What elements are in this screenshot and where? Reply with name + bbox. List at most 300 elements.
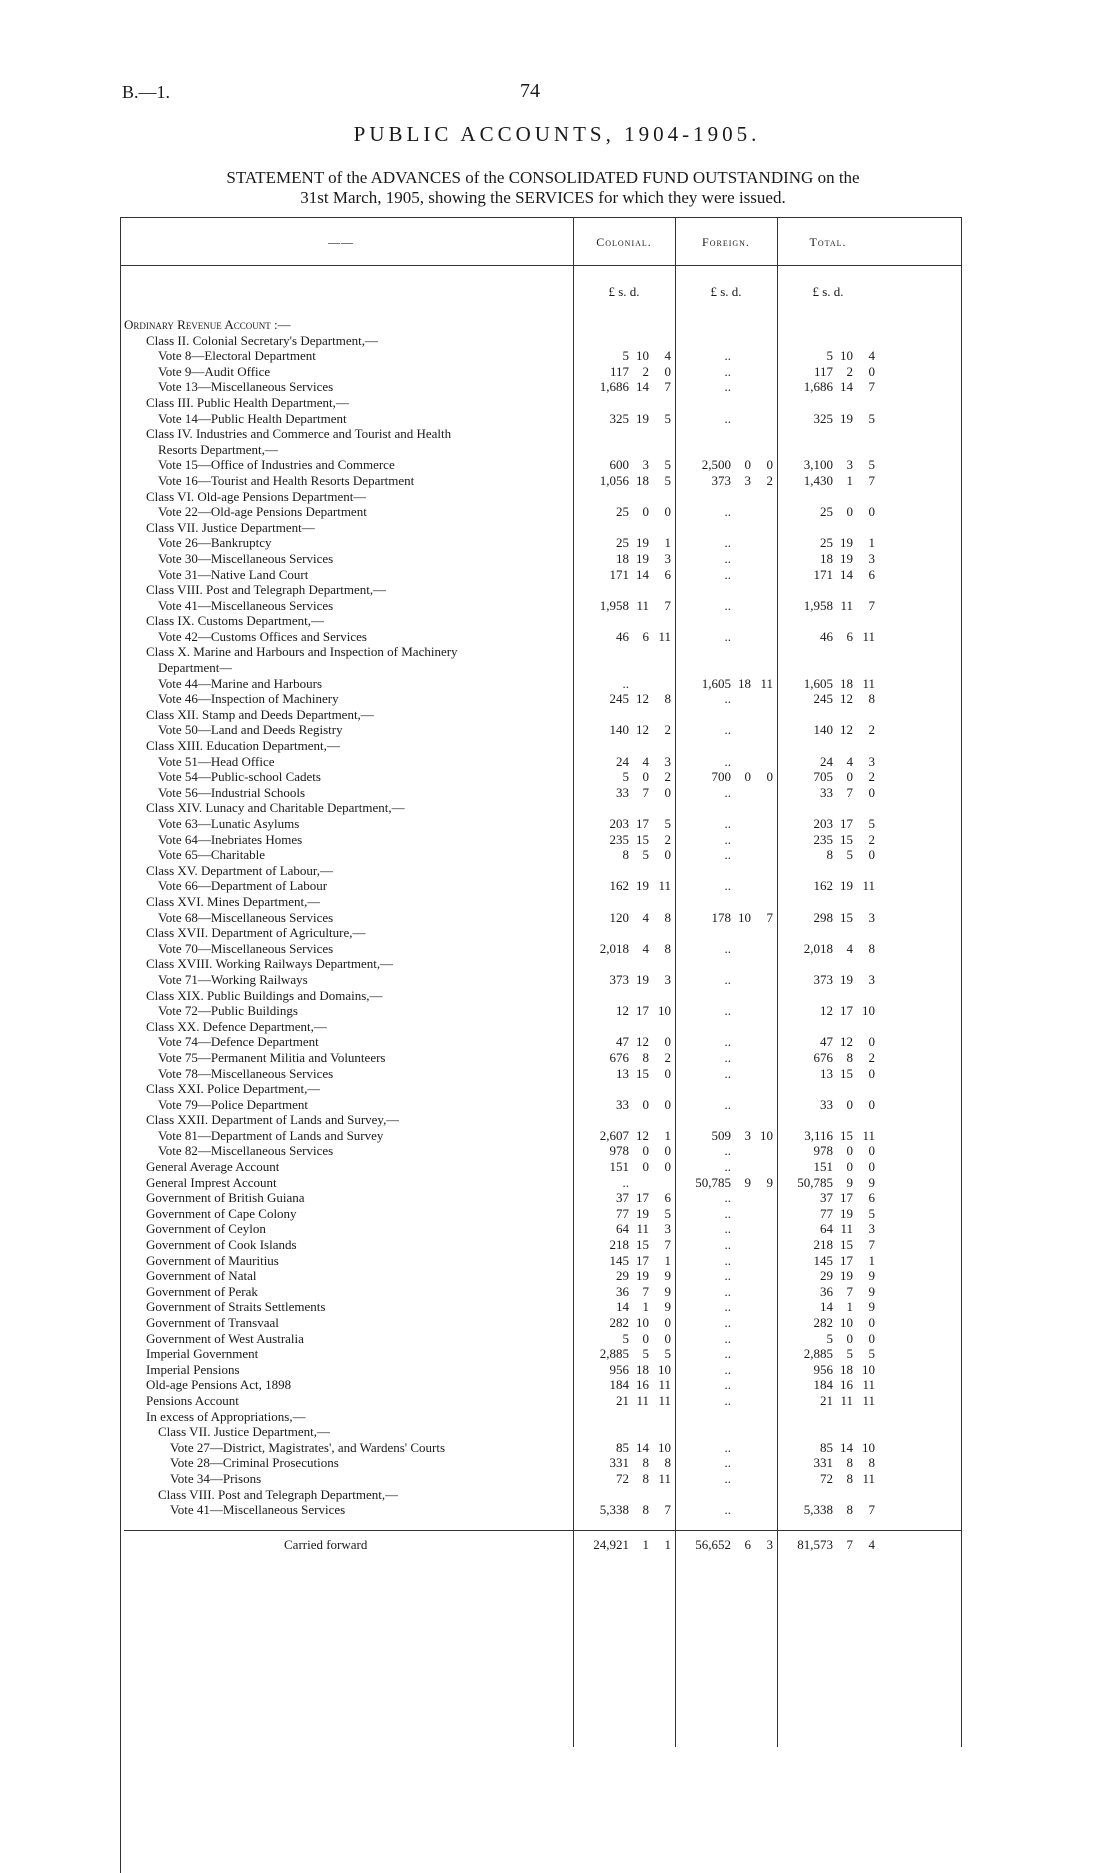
table-row: [124, 598, 961, 614]
amount-foreign: [675, 1190, 773, 1206]
pounds-value: 282: [609, 1315, 629, 1330]
pence-value: 0: [868, 1330, 875, 1346]
row-label: Government of Ceylon: [146, 1221, 266, 1237]
pounds-value: 8: [622, 847, 629, 863]
amount-foreign: [675, 379, 773, 395]
shillings-value: 15: [636, 1065, 649, 1081]
amount-colonial: [573, 1315, 671, 1331]
amount-colonial: [573, 1377, 671, 1393]
pounds-value: 2,885: [599, 1346, 629, 1362]
pounds-value: ..: [724, 691, 731, 707]
table-row: [124, 1190, 961, 1206]
pence-value: [751, 1299, 773, 1315]
shillings-value: [731, 691, 751, 707]
pounds-value: ..: [724, 1377, 731, 1393]
pounds-value: 509: [711, 1127, 731, 1143]
pence-value: 5: [664, 457, 671, 473]
row-label: Vote 9—Audit Office: [158, 363, 271, 379]
pence-value: 7: [868, 1237, 875, 1253]
carried-forward-row: [124, 1530, 961, 1559]
doc-reference: B.—1.: [122, 82, 171, 102]
shillings-value: 19: [636, 878, 649, 894]
amount-foreign: [675, 1284, 773, 1300]
pounds-value: ..: [724, 628, 731, 644]
pounds-value: 2,018: [803, 940, 833, 956]
pounds-value: 77: [820, 1205, 833, 1221]
row-label: Vote 54—Public-school Cadets: [158, 769, 321, 785]
pounds-value: 13: [820, 1065, 833, 1081]
pounds-value: 2,607: [599, 1127, 629, 1143]
shillings-value: 18: [840, 675, 853, 691]
row-label: Government of Natal: [146, 1268, 257, 1284]
amount-total: [777, 1455, 875, 1471]
shillings-value: 0: [642, 769, 649, 785]
pence-value: 9: [664, 1268, 671, 1284]
amount-foreign: [675, 1531, 773, 1559]
pence-value: 8: [664, 1455, 671, 1471]
table-row: [124, 832, 961, 848]
row-label: Class XXII. Department of Lands and Survey,—: [146, 1112, 400, 1128]
shillings-value: 18: [738, 675, 751, 691]
amount-colonial: [573, 1331, 671, 1347]
amount-colonial: [573, 847, 671, 863]
pounds-value: 37: [616, 1190, 629, 1206]
shillings-value: 10: [840, 348, 853, 364]
pounds-value: ..: [724, 878, 731, 894]
table-row: [124, 1346, 961, 1362]
amount-foreign: [675, 910, 773, 926]
pounds-value: ..: [724, 1392, 731, 1408]
pounds-value: ..: [724, 971, 731, 987]
pence-value: 5: [664, 472, 671, 488]
pounds-value: ..: [724, 363, 731, 379]
table-row: [124, 800, 961, 816]
pounds-value: 5,338: [803, 1502, 833, 1518]
pence-value: [751, 567, 773, 583]
amount-total: [777, 1268, 875, 1284]
shillings-value: 1: [846, 1299, 853, 1315]
shillings-value: [731, 535, 751, 551]
pounds-value: 282: [813, 1315, 833, 1330]
amount-colonial: [573, 722, 671, 738]
pounds-value: 218: [813, 1237, 833, 1253]
pence-value: 10: [862, 1439, 875, 1455]
shillings-value: 3: [744, 472, 751, 488]
pence-value: 0: [664, 1315, 671, 1330]
pounds-value: 331: [813, 1455, 833, 1471]
pounds-value: 12: [616, 1003, 629, 1019]
shillings-value: 15: [636, 1237, 649, 1253]
shillings-value: 1: [846, 472, 853, 488]
shillings-value: 0: [642, 1330, 649, 1346]
shillings-value: [731, 972, 751, 988]
amount-total: [777, 1066, 875, 1082]
pence-value: 3: [868, 1221, 875, 1237]
shillings-value: [731, 1331, 751, 1347]
table-row: [124, 863, 961, 879]
amount-foreign: [675, 1097, 773, 1113]
amount-total: [777, 629, 875, 645]
pounds-value: 1,686: [599, 379, 629, 395]
pounds-value: 151: [609, 1159, 629, 1175]
column-header-colonial: Colonial.: [596, 235, 652, 249]
amount-total: [777, 1050, 875, 1066]
amount-colonial: [573, 676, 671, 692]
row-label: Vote 71—Working Railways: [158, 971, 308, 987]
pence-value: 10: [658, 1439, 671, 1455]
shillings-value: 8: [642, 1455, 649, 1471]
pence-value: 11: [658, 1392, 671, 1408]
pounds-value: ..: [724, 1299, 731, 1315]
amount-colonial: [573, 567, 671, 583]
shillings-value: 15: [840, 1237, 853, 1253]
table-row: [124, 489, 961, 505]
pence-value: [751, 551, 773, 567]
shillings-value: [731, 1299, 751, 1315]
table-row: [124, 722, 961, 738]
shillings-value: 12: [840, 722, 853, 738]
shillings-value: 12: [840, 1034, 853, 1050]
pence-value: [751, 1003, 773, 1019]
pounds-value: 72: [616, 1470, 629, 1486]
pounds-value: ..: [724, 1330, 731, 1346]
pounds-value: 5: [622, 348, 629, 364]
shillings-value: 19: [840, 1205, 853, 1221]
amount-colonial: [573, 816, 671, 832]
table-row: [124, 847, 961, 863]
pounds-value: 171: [609, 566, 629, 582]
shillings-value: 0: [744, 769, 751, 785]
pence-value: 7: [766, 909, 773, 925]
pence-value: 3: [664, 971, 671, 987]
pounds-value: 171: [813, 566, 833, 582]
amount-colonial: [573, 1299, 671, 1315]
table-row: [124, 1097, 961, 1113]
shillings-value: 6: [846, 628, 853, 644]
pounds-value: 145: [609, 1252, 629, 1268]
shillings-value: 7: [642, 784, 649, 800]
shillings-value: 11: [636, 1392, 649, 1408]
table-row: [124, 457, 961, 473]
amount-colonial: [573, 551, 671, 567]
amount-total: [777, 910, 875, 926]
shillings-value: 0: [642, 1159, 649, 1175]
pence-value: [751, 1221, 773, 1237]
shillings-value: 17: [636, 1003, 649, 1019]
pence-value: 0: [664, 504, 671, 520]
shillings-value: 14: [840, 379, 853, 395]
pence-value: [751, 1034, 773, 1050]
pence-value: 2: [766, 472, 773, 488]
table-row: [124, 676, 961, 692]
pounds-value: 33: [616, 784, 629, 800]
row-label: Class VI. Old-age Pensions Department—: [146, 488, 367, 504]
pence-value: 5: [868, 816, 875, 831]
subtitle-line-2: 31st March, 1905, showing the SERVICES for which they were issued.: [300, 188, 786, 207]
pounds-value: 21: [820, 1392, 833, 1408]
pence-value: [751, 941, 773, 957]
pence-value: 11: [862, 1392, 875, 1408]
row-label: Government of Straits Settlements: [146, 1299, 326, 1315]
amount-foreign: [675, 754, 773, 770]
row-label: Government of Perak: [146, 1283, 258, 1299]
pence-value: 2: [868, 722, 875, 738]
pounds-value: ..: [724, 1455, 731, 1471]
pence-value: 11: [862, 1470, 875, 1486]
pounds-value: ..: [622, 1174, 629, 1190]
pence-value: 5: [664, 1205, 671, 1221]
amount-colonial: [573, 941, 671, 957]
pence-value: 4: [664, 348, 671, 364]
pounds-value: 2,885: [803, 1346, 833, 1362]
row-label: Vote 13—Miscellaneous Services: [158, 379, 334, 395]
table-row: [124, 411, 961, 427]
pence-value: [751, 348, 773, 364]
row-label: Imperial Pensions: [146, 1361, 240, 1377]
shillings-value: 5: [642, 847, 649, 863]
pence-value: [751, 878, 773, 894]
pence-value: 1: [868, 1252, 875, 1268]
shillings-value: [731, 847, 751, 863]
shillings-value: 15: [840, 909, 853, 925]
pence-value: 9: [868, 1299, 875, 1315]
pence-value: [751, 379, 773, 395]
pence-value: [751, 1143, 773, 1159]
row-label: Department—: [158, 660, 233, 676]
pence-value: 3: [868, 550, 875, 566]
amount-foreign: [675, 473, 773, 489]
pence-value: [751, 847, 773, 863]
table-row: [124, 925, 961, 941]
subtitle-line-1: STATEMENT of the ADVANCES of the CONSOLIDATED FUND OUTSTANDING on the: [226, 168, 860, 187]
shillings-value: [731, 1143, 751, 1159]
pounds-value: 676: [609, 1049, 629, 1065]
pence-value: [751, 1284, 773, 1300]
pence-value: 8: [868, 940, 875, 956]
row-label: Class II. Colonial Secretary's Department,—: [146, 332, 378, 348]
amount-foreign: [675, 1050, 773, 1066]
amount-total: [777, 832, 875, 848]
shillings-value: 14: [840, 1439, 853, 1455]
table-row: [124, 1081, 961, 1097]
pence-value: 5: [868, 457, 875, 473]
pence-value: 9: [664, 1299, 671, 1315]
amount-foreign: [675, 1175, 773, 1191]
shillings-value: 8: [642, 1470, 649, 1486]
row-label: Vote 66—Department of Labour: [158, 878, 328, 894]
amount-total: [777, 598, 875, 614]
pence-value: 3: [868, 753, 875, 769]
amount-total: [777, 1190, 875, 1206]
pounds-value: ..: [724, 535, 731, 551]
shillings-value: [731, 1034, 751, 1050]
pence-value: 6: [664, 566, 671, 582]
shillings-value: 8: [642, 1049, 649, 1065]
row-label: In excess of Appropriations,—: [146, 1408, 306, 1424]
shillings-value: 2: [846, 363, 853, 379]
unit-label-colonial: £ s. d.: [608, 284, 640, 299]
row-label: Class XII. Stamp and Deeds Department,—: [146, 706, 374, 722]
pounds-value: 235: [813, 831, 833, 847]
row-label: Government of Cape Colony: [146, 1205, 297, 1221]
pounds-value: ..: [724, 1283, 731, 1299]
pence-value: 0: [766, 457, 773, 473]
table-row: [124, 1175, 961, 1191]
amount-total: [777, 1143, 875, 1159]
pounds-value: 600: [609, 457, 629, 473]
amount-foreign: [675, 551, 773, 567]
pounds-value: 5: [622, 769, 629, 785]
shillings-value: 10: [636, 1315, 649, 1330]
table-row: [124, 613, 961, 629]
pence-value: [751, 535, 773, 551]
row-label: Government of British Guiana: [146, 1190, 305, 1206]
shillings-value: [731, 1440, 751, 1456]
section-heading-label: Ordinary Revenue Account :—: [124, 317, 291, 332]
row-label: Vote 14—Public Health Department: [158, 410, 347, 426]
pence-value: [751, 972, 773, 988]
pounds-value: ..: [724, 1003, 731, 1019]
pence-value: [751, 504, 773, 520]
pence-value: 0: [664, 1159, 671, 1175]
pence-value: 2: [868, 769, 875, 785]
pounds-value: 77: [616, 1205, 629, 1221]
shillings-value: 17: [840, 1190, 853, 1206]
pounds-value: ..: [724, 816, 731, 831]
amount-foreign: [675, 504, 773, 520]
table-row: [124, 1253, 961, 1269]
amount-foreign: [675, 878, 773, 894]
amount-foreign: [675, 1440, 773, 1456]
table-row: [124, 1362, 961, 1378]
pence-value: [751, 816, 773, 832]
amount-colonial: [573, 785, 671, 801]
row-label: Vote 51—Head Office: [158, 753, 275, 769]
pounds-value: ..: [724, 1065, 731, 1081]
pence-value: 7: [868, 379, 875, 395]
amount-foreign: [675, 1315, 773, 1331]
amount-colonial: [573, 1346, 671, 1362]
shillings-value: 17: [636, 1252, 649, 1268]
shillings-value: [731, 1362, 751, 1378]
pounds-value: 37: [820, 1190, 833, 1206]
pounds-value: ..: [724, 1439, 731, 1455]
pounds-value: ..: [724, 1049, 731, 1065]
pence-value: [751, 1159, 773, 1175]
row-label: Pensions Account: [146, 1392, 239, 1408]
table-row: [124, 1377, 961, 1393]
table-row: [124, 520, 961, 536]
table-row: [124, 1471, 961, 1487]
pounds-value: 184: [609, 1377, 629, 1393]
pounds-value: 56,652: [695, 1536, 731, 1552]
row-label: Vote 63—Lunatic Asylums: [158, 816, 300, 831]
shillings-value: 15: [636, 831, 649, 847]
shillings-value: 4: [846, 753, 853, 769]
pence-value: 0: [868, 1034, 875, 1050]
pounds-value: ..: [724, 940, 731, 956]
amount-colonial: [573, 1097, 671, 1113]
pence-value: 0: [868, 1065, 875, 1081]
pence-value: [751, 598, 773, 614]
amount-total: [777, 816, 875, 832]
pence-value: 1: [664, 1252, 671, 1268]
amount-foreign: [675, 691, 773, 707]
table-row: [124, 1268, 961, 1284]
table-row: [124, 1143, 961, 1159]
shillings-value: 10: [840, 1315, 853, 1330]
pence-value: [751, 1471, 773, 1487]
pounds-value: ..: [724, 1252, 731, 1268]
table-row: [124, 972, 961, 988]
table-row: [124, 1019, 961, 1035]
table-row: [124, 1409, 961, 1425]
amount-colonial: [573, 598, 671, 614]
pounds-value: 25: [616, 504, 629, 520]
pounds-value: 978: [609, 1143, 629, 1159]
table-row: [124, 1502, 961, 1518]
amount-foreign: [675, 1143, 773, 1159]
pounds-value: 3,100: [803, 457, 833, 473]
shillings-value: 3: [744, 1127, 751, 1143]
pence-value: 0: [664, 363, 671, 379]
pounds-value: 18: [616, 550, 629, 566]
amount-foreign: [675, 348, 773, 364]
pence-value: 11: [862, 1377, 875, 1393]
pounds-value: ..: [724, 1237, 731, 1253]
amount-total: [777, 722, 875, 738]
shillings-value: [731, 1237, 751, 1253]
amount-colonial: [573, 754, 671, 770]
pence-value: 1: [868, 535, 875, 551]
amount-total: [777, 754, 875, 770]
pounds-value: 151: [813, 1159, 833, 1175]
row-label: Government of Cook Islands: [146, 1237, 297, 1253]
shillings-value: 18: [636, 1361, 649, 1377]
shillings-value: [731, 1190, 751, 1206]
amount-colonial: [573, 1190, 671, 1206]
amount-colonial: [573, 1268, 671, 1284]
pounds-value: 373: [609, 971, 629, 987]
statement-subtitle: [118, 168, 968, 208]
amount-colonial: [573, 364, 671, 380]
row-label: Class VIII. Post and Telegraph Department,—: [158, 1486, 399, 1502]
amount-total: [777, 1362, 875, 1378]
pence-value: [751, 1455, 773, 1471]
pence-value: 3: [664, 1221, 671, 1237]
pounds-value: 140: [813, 722, 833, 738]
amount-colonial: [573, 457, 671, 473]
amount-foreign: [675, 1455, 773, 1471]
amount-colonial: [573, 1206, 671, 1222]
amount-total: [777, 1299, 875, 1315]
shillings-value: 6: [642, 628, 649, 644]
pence-value: 0: [868, 504, 875, 520]
amount-total: [777, 411, 875, 427]
row-label: Class IV. Industries and Commerce and Tourist and Health: [146, 426, 452, 442]
shillings-value: 5: [642, 1346, 649, 1362]
row-label: Class VIII. Post and Telegraph Department,—: [146, 582, 387, 598]
pounds-value: 245: [813, 691, 833, 707]
pence-value: 2: [664, 831, 671, 847]
shillings-value: 4: [846, 940, 853, 956]
pence-value: 11: [658, 878, 671, 894]
shillings-value: [629, 1175, 649, 1191]
row-label: Government of Mauritius: [146, 1252, 279, 1268]
amount-total: [777, 348, 875, 364]
shillings-value: [731, 567, 751, 583]
pence-value: 0: [868, 847, 875, 863]
